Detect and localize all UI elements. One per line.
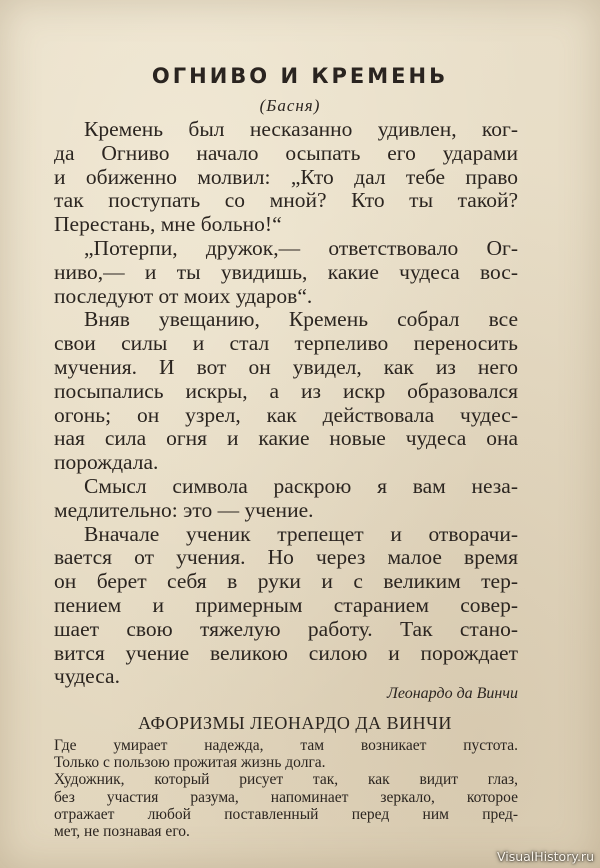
aphorism-line: мет, не познавая его. (54, 822, 190, 840)
fable-title: ОГНИВО И КРЕМЕНЬ (151, 64, 449, 88)
text-line: вается от учения. Но через малое время (54, 546, 518, 570)
text-line: Вняв увещанию, Кремень собрал все (84, 308, 518, 332)
aphorisms-title: АФОРИЗМЫ ЛЕОНАРДО ДА ВИНЧИ (138, 713, 452, 733)
text-line: вится учение великою силою и порождает (54, 641, 518, 665)
text-line: мучения. И вот он увидел, как из него (54, 355, 518, 379)
text-line: огонь; он узрел, как действовала чудес- (54, 403, 518, 427)
text-line: Кремень был несказанно удивлен, ког- (84, 118, 518, 141)
fable-text (54, 118, 518, 689)
aphorism-line: Только с пользою прожитая жизнь долга. (54, 754, 326, 772)
text-line: порождала. (54, 451, 159, 475)
text-line: посыпались искры, а из искр образовался (54, 379, 518, 403)
aphorism-line: Где умирает надежда, там возникает пустота. (54, 737, 518, 754)
text-line: и обиженно молвил: „Кто дал тебе право (54, 165, 518, 189)
text-line: „Потерпи, дружок,— ответствовало Ог- (84, 236, 518, 260)
site-watermark: VisualHistory.ru (496, 849, 594, 864)
text-line: да Огниво начало осыпать его ударами (54, 141, 518, 165)
fable-subtitle: (Басня) (259, 96, 321, 115)
text-line: ная сила огня и какие новые чудеса она (54, 427, 518, 451)
aphorism-line: отражает любой поставленный перед ним пред- (54, 805, 518, 823)
text-line: Вначале ученик трепещет и отворачи- (84, 522, 518, 546)
aphorisms-text (54, 737, 518, 840)
text-line: он берет себя в руки и с великим тер- (54, 570, 518, 594)
text-line: медлительно: это — учение. (54, 498, 314, 522)
aphorism-line: без участия разума, напоминает зеркало, которое (54, 788, 518, 806)
aphorism-line: Художник, который рисует так, как видит глаз, (54, 771, 518, 789)
text-line: Смысл символа раскрою я вам неза- (84, 474, 518, 498)
text-line: ниво,— и ты увидишь, какие чудеса вос- (54, 260, 518, 284)
text-line: так поступать со мной? Кто ты такой? (54, 189, 518, 213)
text-line: чудеса. (54, 665, 120, 689)
text-line: шает свою тяжелую работу. Так стано- (54, 617, 518, 641)
text-line: свои силы и стал терпеливо переносить (54, 332, 518, 356)
text-line: Перестань, мне больно!“ (54, 213, 282, 237)
author-signature: Леонардо да Винчи (387, 685, 518, 702)
text-line: пением и примерным старанием совер- (54, 593, 518, 617)
text-line: последуют от моих ударов“. (54, 284, 313, 308)
